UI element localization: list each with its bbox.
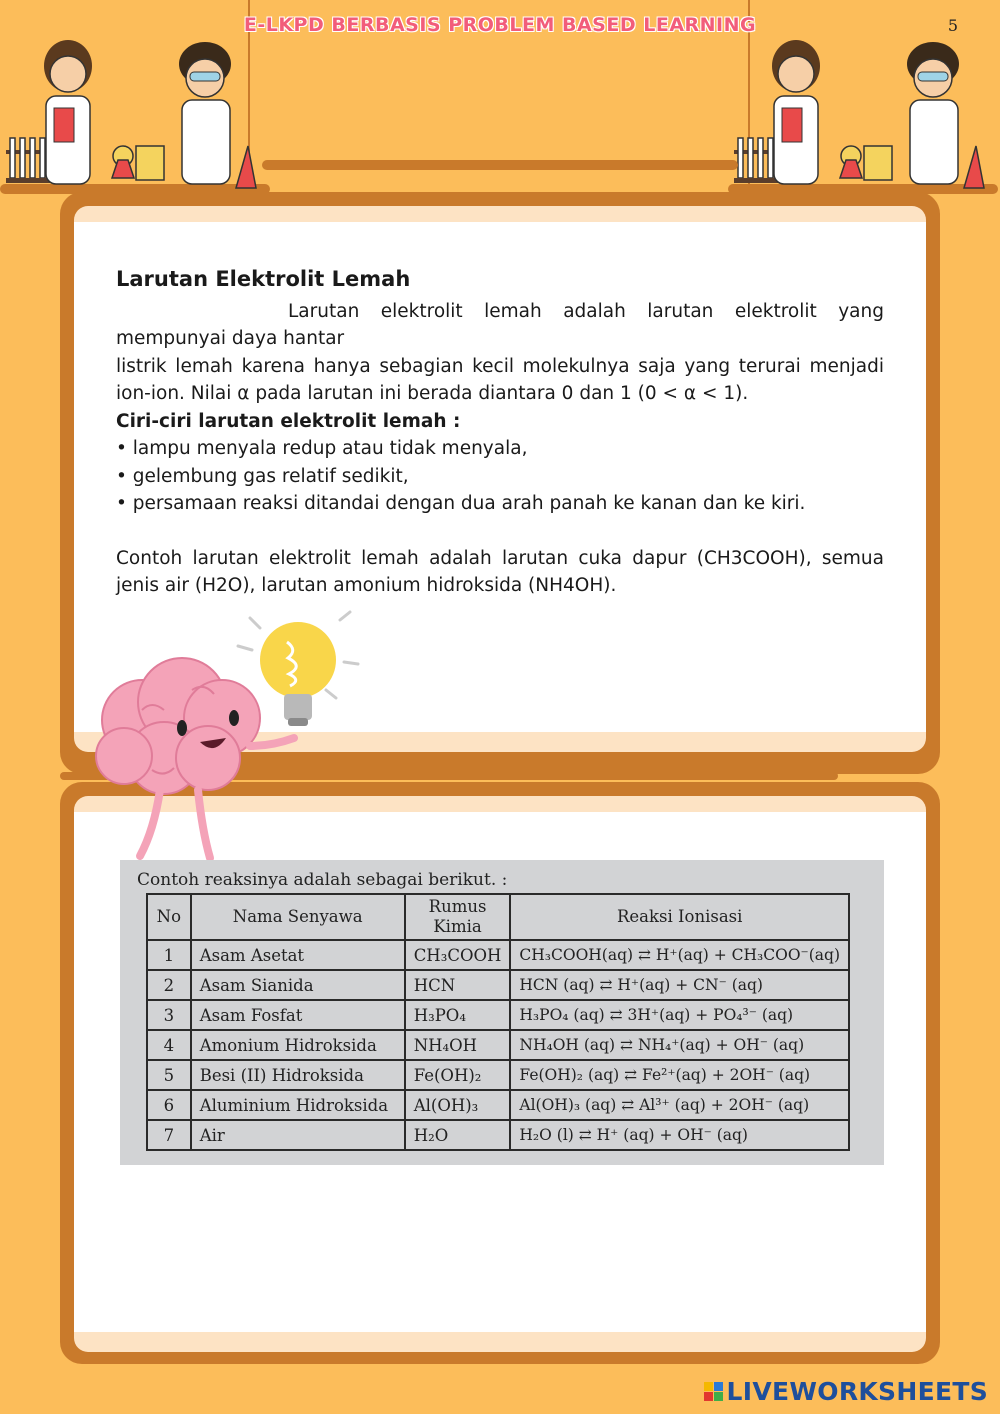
page-number: 5 <box>947 16 958 35</box>
definition-paragraph: Larutan elektrolit lemah adalah larutan elektrolit yang mempunyai daya hantar <box>116 300 884 349</box>
header-title: E-LKPD BERBASIS PROBLEM BASED LEARNING <box>243 14 757 36</box>
section-title: Larutan Elektrolit Lemah <box>116 267 411 291</box>
col-header-no: No <box>147 894 191 940</box>
col-header-reaction: Reaksi Ionisasi <box>510 894 849 940</box>
reaction-table <box>146 893 850 1151</box>
definition-paragraph-cont: listrik lemah karena hanya sebagian kecil molekulnya saja yang terurai menjadi ion-ion. Nilai α pada larutan ini berada diantara 0 dan 1 (0 < α < 1). <box>116 355 884 404</box>
table-row: 2 Asam Sianida HCN HCN (aq) ⇄ H⁺(aq) + CN⁻ (aq) <box>147 970 849 1000</box>
text-content <box>116 266 884 600</box>
feature-item: • lampu menyala redup atau tidak menyala, <box>116 438 528 459</box>
example-paragraph: Contoh larutan elektrolit lemah adalah larutan cuka dapur (CH3COOH), semua jenis air (H2O), larutan amonium hidroksida (NH4OH). <box>116 547 884 596</box>
col-header-formula: Rumus Kimia <box>405 894 511 940</box>
scientists-illustration-right <box>728 28 998 196</box>
table-header-row <box>147 894 849 940</box>
scientists-illustration <box>0 28 270 196</box>
reaction-table-card <box>120 860 884 1165</box>
table-row: 3 Asam Fosfat H₃PO₄ H₃PO₄ (aq) ⇄ 3H⁺(aq) + PO₄³⁻ (aq) <box>147 1000 849 1030</box>
table-row: 7 Air H₂O H₂O (l) ⇄ H⁺ (aq) + OH⁻ (aq) <box>147 1120 849 1150</box>
table-row: 1 Asam Asetat CH₃COOH CH₃COOH(aq) ⇄ H⁺(aq) + CH₃COO⁻(aq) <box>147 940 849 970</box>
col-header-name: Nama Senyawa <box>191 894 405 940</box>
brand-name: LIVEWORKSHEETS <box>726 1377 988 1406</box>
table-row: 6 Aluminium Hidroksida Al(OH)₃ Al(OH)₃ (aq) ⇄ Al³⁺ (aq) + 2OH⁻ (aq) <box>147 1090 849 1120</box>
feature-item: • gelembung gas relatif sedikit, <box>116 465 409 487</box>
brain-mascot-icon <box>82 610 372 870</box>
table-row: 4 Amonium Hidroksida NH₄OH NH₄OH (aq) ⇄ NH₄⁺(aq) + OH⁻ (aq) <box>147 1030 849 1060</box>
lightbulb-icon <box>260 622 336 726</box>
table-row: 5 Besi (II) Hidroksida Fe(OH)₂ Fe(OH)₂ (aq) ⇄ Fe²⁺(aq) + 2OH⁻ (aq) <box>147 1060 849 1090</box>
feature-item: • persamaan reaksi ditandai dengan dua arah panah ke kanan dan ke kiri. <box>116 493 806 514</box>
table-caption: Contoh reaksinya adalah sebagai berikut. : <box>137 870 508 890</box>
liveworksheets-logo[interactable] <box>704 1377 988 1406</box>
liveworksheets-logo-icon <box>704 1382 723 1401</box>
features-title: Ciri-ciri larutan elektrolit lemah : <box>116 410 461 432</box>
top-shelf <box>262 160 738 170</box>
